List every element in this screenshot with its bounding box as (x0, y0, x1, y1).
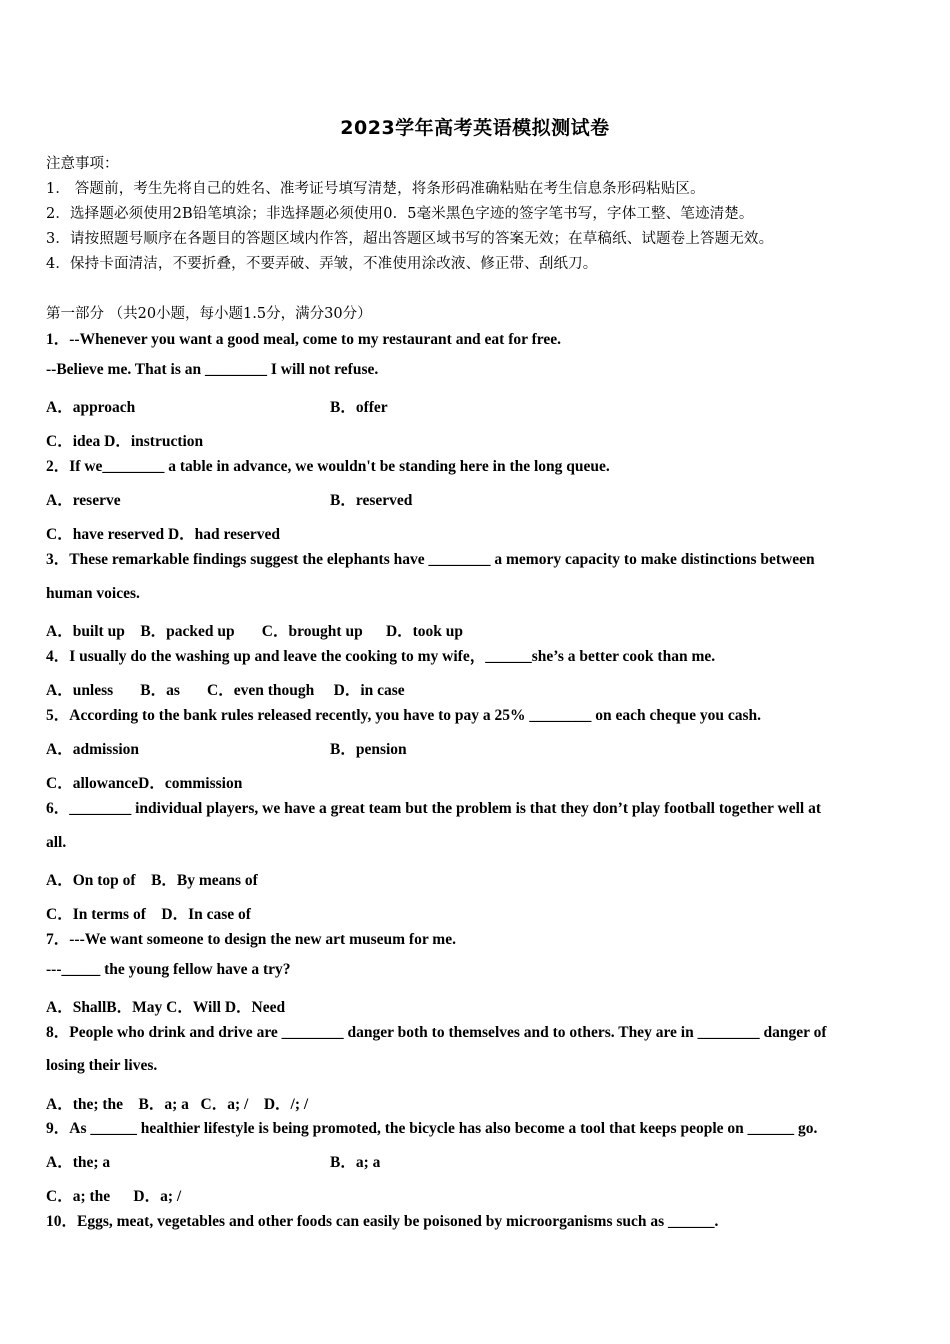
question-stem: 5．According to the bank rules released recently, you have to pay a 25% ________ on each cheque you cash. (46, 707, 762, 724)
question-stem: human voices. (46, 585, 140, 602)
notice-item: 2．选择题必须使用2B铅笔填涂；非选择题必须使用0．5毫米黑色字迹的签字笔书写，字体工整、笔迹清楚。 (46, 206, 754, 222)
question-stem: 3．These remarkable findings suggest the elephants have ________ a memory capacity to make distinctions between (46, 551, 815, 568)
question-stem: ---_____ the young fellow have a try? (46, 961, 291, 978)
options-line: A．the; the B．a; a C．a; / D．/; / (46, 1096, 309, 1113)
section-heading: 第一部分 （共20小题，每小题1.5分，满分30分） (46, 306, 372, 322)
question-stem: 4．I usually do the washing up and leave the cooking to my wife，______she’s a better cook than me. (46, 648, 716, 665)
question-stem: 7．---We want someone to design the new art museum for me. (46, 931, 456, 948)
option-cd: C．In terms of D．In case of (46, 906, 251, 923)
question-stem: --Believe me. That is an ________ I will not refuse. (46, 361, 379, 378)
notice-item: 1． 答题前，考生先将自己的姓名、准考证号填写清楚，将条形码准确粘贴在考生信息条形码粘贴区。 (46, 181, 705, 197)
option-a: A．approach (46, 399, 136, 416)
question-stem: losing their lives. (46, 1057, 158, 1074)
question-stem: 2．If we________ a table in advance, we wouldn't be standing here in the long queue. (46, 458, 610, 475)
option-a: A．reserve (46, 492, 121, 509)
question-stem: 8．People who drink and drive are ________ danger both to themselves and to others. They are in ________ danger of (46, 1024, 827, 1041)
option-a: A．the; a (46, 1154, 111, 1171)
question-stem: 9．As ______ healthier lifestyle is being promoted, the bicycle has also become a tool that keeps people on ______ go. (46, 1120, 818, 1137)
option-ab: A．On top of B．By means of (46, 872, 258, 889)
option-cd: C．have reserved D．had reserved (46, 526, 281, 543)
option-b: B．pension (330, 741, 407, 758)
question-stem: 10．Eggs, meat, vegetables and other foods can easily be poisoned by microorganisms such as ______. (46, 1213, 719, 1230)
page-title: 2023学年高考英语模拟测试卷 (340, 117, 610, 139)
options-line: A．built up B．packed up C．brought up D．took up (46, 623, 464, 640)
notice-item: 4．保持卡面清洁，不要折叠，不要弄破、弄皱，不准使用涂改液、修正带、刮纸刀。 (46, 256, 598, 272)
question-stem: all. (46, 834, 67, 851)
question-stem: 1．--Whenever you want a good meal, come to my restaurant and eat for free. (46, 331, 562, 348)
option-a: A．admission (46, 741, 140, 758)
question-stem: 6．________ individual players, we have a great team but the problem is that they don’t play football together well at (46, 800, 821, 817)
option-b: B．offer (330, 399, 388, 416)
option-cd: C．a; the D．a; / (46, 1188, 182, 1205)
option-b: B．reserved (330, 492, 413, 509)
option-cd: C．idea D．instruction (46, 433, 204, 450)
options-line: A．unless B．as C．even though D．in case (46, 682, 405, 699)
notice-heading: 注意事项： (46, 156, 119, 172)
notice-item: 3．请按照题号顺序在各题目的答题区域内作答，超出答题区域书写的答案无效；在草稿纸、试题卷上答题无效。 (46, 231, 774, 247)
option-b: B．a; a (330, 1154, 381, 1171)
options-line: A．ShallB．May C．Will D．Need (46, 999, 286, 1016)
option-cd: C．allowanceD．commission (46, 775, 243, 792)
